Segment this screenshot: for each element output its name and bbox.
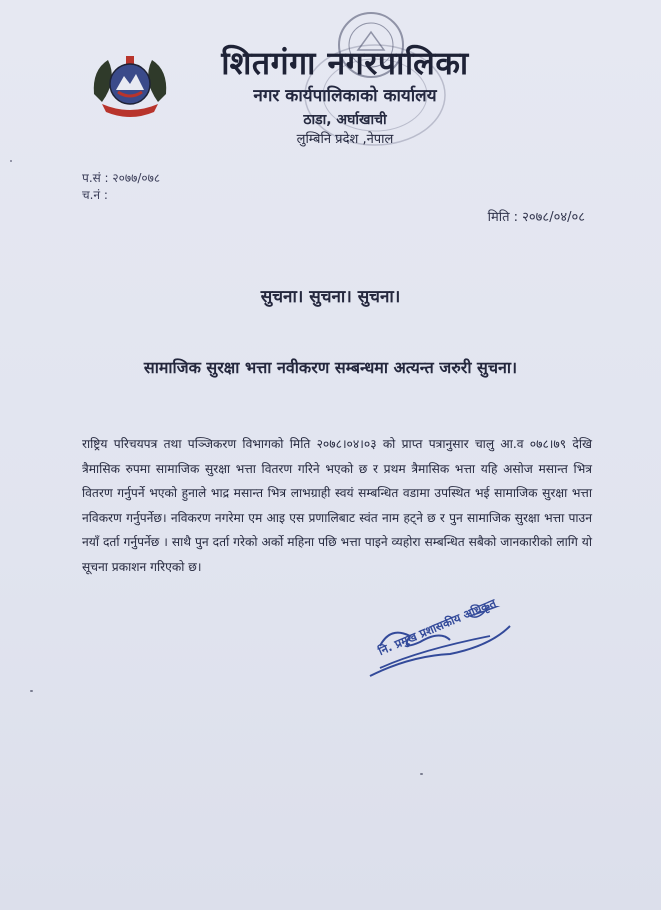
letter-number: प.सं : २०७७/०७८: [82, 171, 161, 185]
letterhead: [180, 44, 510, 150]
address-line-2: लुम्बिनि प्रदेश ,नेपाल: [296, 132, 394, 147]
paper-speck: [420, 773, 423, 775]
notice-subject: सामाजिक सुरक्षा भत्ता नवीकरण सम्बन्धमा अत्यन्त जरुरी सुचना।: [143, 358, 518, 377]
municipality-name: शितगंगा नगरपालिका: [221, 44, 469, 82]
office-name: नगर कार्यपालिकाको कार्यालय: [253, 86, 437, 106]
paper-speck: [30, 690, 33, 692]
notice-heading: सुचना। सुचना। सुचना।: [260, 287, 401, 307]
address-line-1: ठाडा, अर्घाखाची: [303, 112, 387, 128]
dispatch-number: च.नं :: [82, 188, 108, 202]
government-emblem-logo: [88, 50, 172, 122]
letter-date: मिति : २०७८/०४/०८: [487, 210, 585, 225]
reference-block: [82, 170, 160, 204]
paper-speck: [10, 160, 12, 162]
notice-body: राष्ट्रिय परिचयपत्र तथा पञ्जिकरण विभागको मिति २०७८।०४।०३ को प्राप्त पत्रानुसार चालु आ.व ०७८।७९ देखि त्रैमासिक रुपमा सामाजिक सुरक्षा भत्ता वितरण गरिने भएको छ र प्रथम त्रैमासिक भत्ता यहि असोज मसान्त भित्र वितरण गर्नुपर्ने भएको हुनाले भाद्र मसान्त भित्र लाभग्राही स्वयं सम्बन्धित वडामा उपस्थित भई सामाजिक सुरक्षा भत्ता नविकरण गर्नुपर्नेछ। नविकरण नगरेमा एम आइ एस प्रणालिबाट स्वंत नाम हट्ने छ र पुन सामाजिक सुरक्षा भत्ता पाउन नयाँ दर्ता गर्नुपर्नेछ । साथै पुन दर्ता गरेको अर्को महिना पछि भत्ता पाइने व्यहोरा सम्बन्धित सबैको जानकारीको लागि यो सूचना प्रकाशन गरिएको छ।: [82, 437, 592, 574]
signatory-title: नि. प्रमुख प्रशासकीय अधिकृत: [376, 595, 498, 659]
